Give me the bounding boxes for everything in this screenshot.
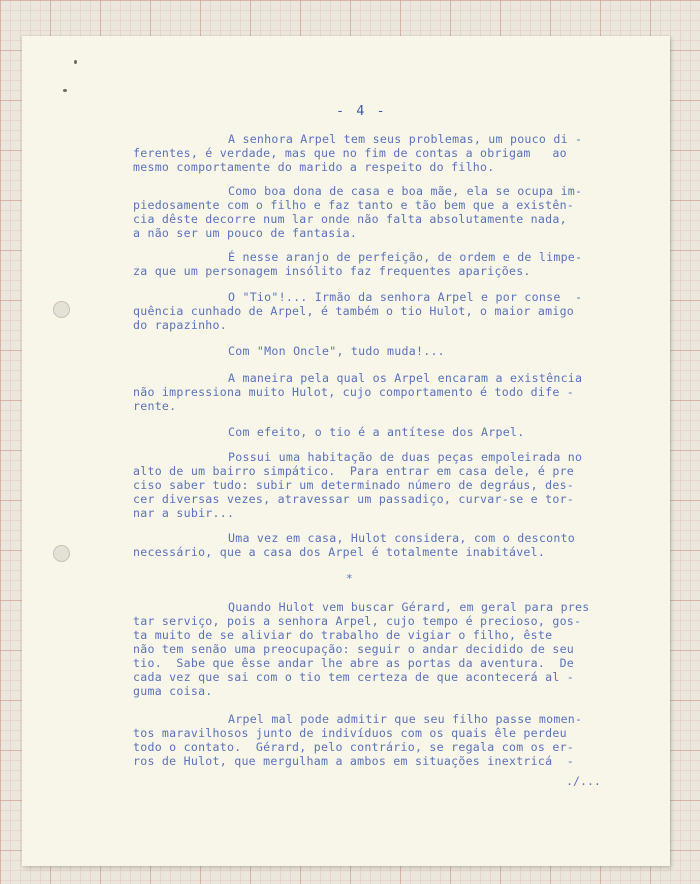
- continuation-mark: ./...: [566, 774, 601, 788]
- text-line: A senhora Arpel tem seus problemas, um pouco di -: [228, 132, 583, 146]
- text-line: cer diversas vezes, atravessar um passadiço, curvar-se e tor-: [133, 492, 575, 506]
- text-line: cia dêste decorre num lar onde não falta absolutamente nada,: [133, 212, 567, 226]
- text-line: ferentes, é verdade, mas que no fim de contas a obrigam ao: [133, 146, 567, 160]
- text-line: za que um personagem insólito faz frequentes aparições.: [133, 264, 531, 278]
- text-line: nar a subir...: [133, 506, 235, 520]
- text-line: A maneira pela qual os Arpel encaram a existência: [228, 371, 583, 385]
- text-line: ta muito de se aliviar do trabalho de vigiar o filho, êste: [133, 628, 553, 642]
- text-line: O "Tio"!... Irmão da senhora Arpel e por conse -: [228, 290, 583, 304]
- text-line: quência cunhado de Arpel, é também o tio Hulot, o maior amigo: [133, 304, 575, 318]
- text-line: tio. Sabe que êsse andar lhe abre as portas da aventura. De: [133, 656, 575, 670]
- page-number: - 4 -: [336, 103, 387, 119]
- text-line: rente.: [133, 399, 177, 413]
- text-line: Com "Mon Oncle", tudo muda!...: [228, 344, 445, 358]
- text-line: necessário, que a casa dos Arpel é totalmente inabitável.: [133, 545, 546, 559]
- text-line: Quando Hulot vem buscar Gérard, em geral para pres: [228, 600, 590, 614]
- text-line: não impressiona muito Hulot, cujo comportamento é todo dife -: [133, 385, 575, 399]
- text-line: mesmo comportamente do marido a respeito do filho.: [133, 160, 495, 174]
- ink-speck: [63, 89, 67, 92]
- text-line: guma coisa.: [133, 684, 213, 698]
- text-line: piedosamente com o filho e faz tanto e tão bem que a existên-: [133, 198, 575, 212]
- text-line: não tem senão uma preocupação: seguir o andar decidido de seu: [133, 642, 575, 656]
- text-line: Possui uma habitação de duas peças empoleirada no: [228, 450, 583, 464]
- text-line: todo o contato. Gérard, pelo contrário, se regala com os er-: [133, 740, 575, 754]
- text-line: alto de um bairro simpático. Para entrar em casa dele, é pre: [133, 464, 575, 478]
- text-line: É nesse aranjo de perfeição, de ordem e de limpe-: [228, 250, 583, 264]
- text-line: cada vez que sai com o tio tem certeza de que acontecerá al -: [133, 670, 575, 684]
- ink-speck: [74, 60, 77, 64]
- text-line: a não ser um pouco de fantasia.: [133, 226, 358, 240]
- text-line: tos maravilhosos junto de indivíduos com os quais êle perdeu: [133, 726, 567, 740]
- punch-hole: [53, 301, 70, 318]
- text-line: Arpel mal pode admitir que seu filho passe momen-: [228, 712, 583, 726]
- text-line: tar serviço, pois a senhora Arpel, cujo tempo é precioso, gos-: [133, 614, 582, 628]
- section-separator: *: [346, 572, 353, 585]
- text-line: Uma vez em casa, Hulot considera, com o desconto: [228, 531, 576, 545]
- text-line: ciso saber tudo: subir um determinado número de degráus, des-: [133, 478, 575, 492]
- text-line: do rapazinho.: [133, 318, 227, 332]
- text-line: Com efeito, o tio é a antítese dos Arpel.: [228, 425, 525, 439]
- text-line: ros de Hulot, que mergulham a ambos em situações inextricá -: [133, 754, 575, 768]
- text-line: Como boa dona de casa e boa mãe, ela se ocupa im-: [228, 184, 583, 198]
- punch-hole: [53, 545, 70, 562]
